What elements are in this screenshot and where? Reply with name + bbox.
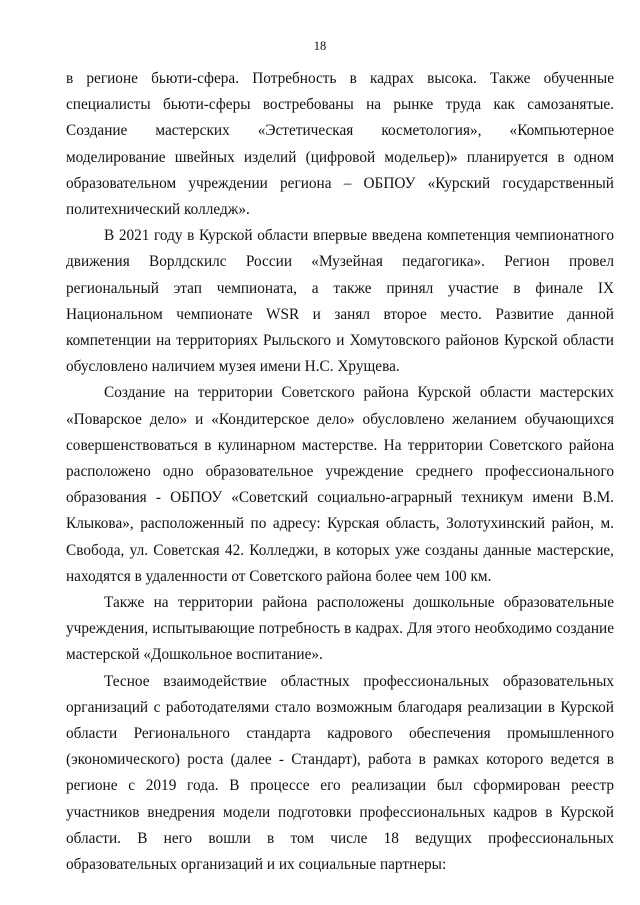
body-text (66, 66, 614, 878)
paragraph-4: Также на территории района расположены дошкольные образовательные учреждения, испытывающие потребность в кадрах. Для этого необходимо создание мастерской «Дошкольное воспитание». (66, 594, 614, 664)
page-number: 18 (313, 39, 327, 53)
paragraph-3: Создание на территории Советского района Курской области мастерских «Поварское дело» и «Кондитерское дело» обусловлено желанием обучающихся совершенствоваться в кулинарном мастерстве. На территории Советского района расположено одно образовательное учреждение среднего профессионального образования - ОБПОУ «Советский социально-аграрный техникум имени В.М. Клыкова», расположенный по адресу: Курская область, Золотухинский район, м. Свобода, ул. Советская 42. Колледжи, в которых уже созданы данные мастерские, находятся в удаленности от Советского района более чем 100 км. (66, 384, 614, 585)
paragraph-1: в регионе бьюти-сфера. Потребность в кадрах высока. Также обученные специалисты бьюти-сферы востребованы на рынке труда как самозанятые. Создание мастерских «Эстетическая косметология», «Компьютерное моделирование швейных изделий (цифровой модельер)» планируется в одном образовательном учреждении региона – ОБПОУ «Курский государственный политехнический колледж». (66, 70, 614, 219)
paragraph-5: Тесное взаимодействие областных профессиональных образовательных организаций с работодателями стало возможным благодаря реализации в Курской области Регионального стандарта кадрового обеспечения промышленного (экономического) роста (далее - Стандарт), работа в рамках которого ведется в регионе с 2019 года. В процессе его реализации был сформирован реестр участников внедрения модели подготовки профессиональных кадров в Курской области. В него вошли в том числе 18 ведущих профессиональных образовательных организаций и их социальные партнеры: (66, 672, 614, 874)
paragraph-2: В 2021 году в Курской области впервые введена компетенция чемпионатного движения Ворлдскилс России «Музейная педагогика». Регион провел региональный этап чемпионата, а также принял участие в финале IX Национальном чемпионате WSR и занял второе место. Развитие данной компетенции на территориях Рыльского и Хомутовского районов Курской области обусловлено наличием музея имени Н.С. Хрущева. (66, 227, 614, 376)
